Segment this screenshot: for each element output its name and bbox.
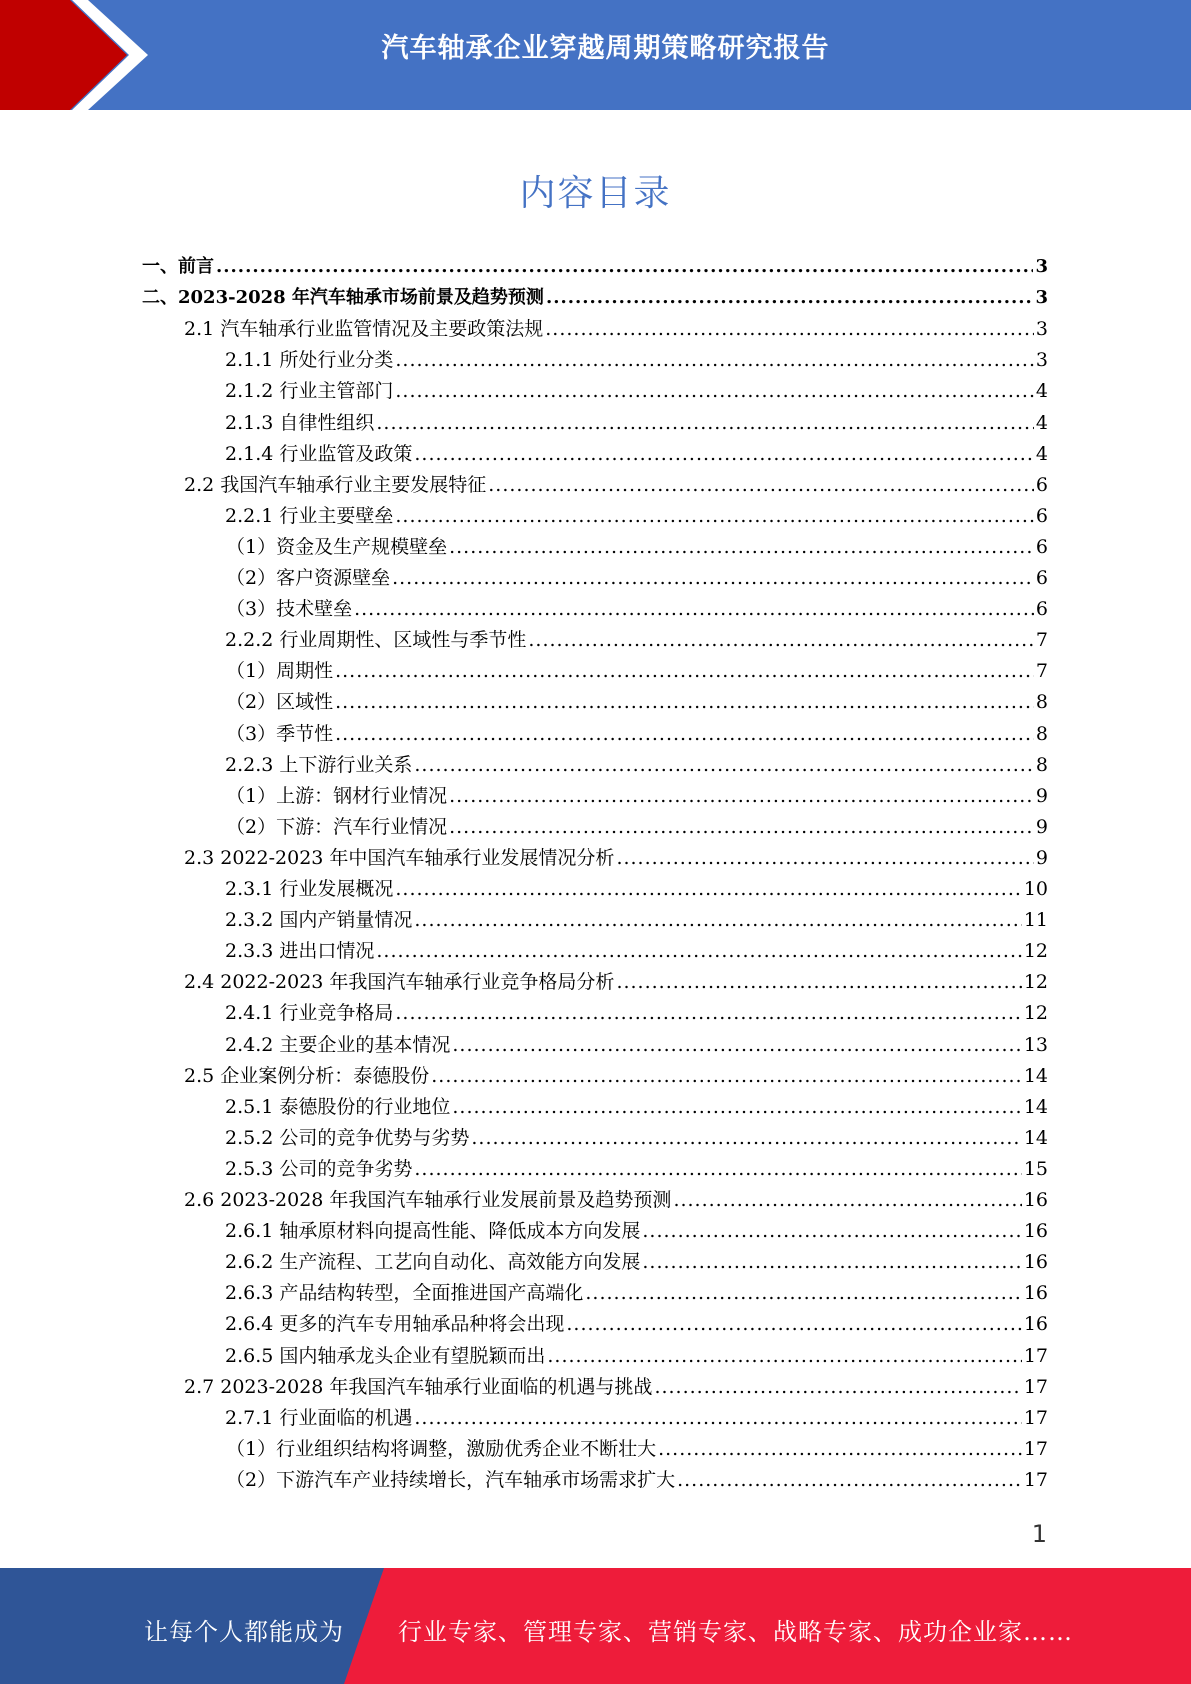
toc-entry-label: 2.3.3 进出口情况 (225, 940, 375, 963)
toc-entry-page: 3 (1035, 349, 1048, 372)
toc-entry[interactable] (226, 687, 1048, 718)
toc-entry[interactable] (225, 1403, 1048, 1434)
toc-dot-leader (471, 1127, 1021, 1149)
toc-entry-label: 2.6.4 更多的汽车专用轴承品种将会出现 (225, 1313, 565, 1336)
toc-entry-label: （2）下游汽车产业持续增长，汽车轴承市场需求扩大 (226, 1468, 676, 1491)
toc-entry-label: 2.5.1 泰德股份的行业地位 (225, 1095, 451, 1118)
toc-entry-label: （1）周期性 (226, 660, 334, 683)
toc-dot-leader (673, 1189, 1021, 1211)
toc-entry-page: 8 (1035, 753, 1048, 776)
toc-dot-leader (392, 567, 1034, 589)
toc-entry[interactable] (225, 998, 1048, 1029)
toc-entry-page: 3 (1035, 287, 1048, 309)
toc-entry[interactable] (225, 1216, 1048, 1247)
toc-entry-label: （1）资金及生产规模壁垒 (226, 535, 448, 558)
toc-dot-leader (376, 940, 1021, 962)
toc-entry-page: 16 (1023, 1282, 1048, 1305)
toc-dot-leader (414, 1407, 1021, 1429)
toc-dot-leader (335, 691, 1034, 713)
toc-entry-label: 2.1.1 所处行业分类 (225, 349, 394, 372)
toc-entry-page: 17 (1023, 1437, 1048, 1460)
toc-entry-label: （3）季节性 (226, 722, 334, 745)
toc-entry-page: 14 (1023, 1126, 1048, 1149)
toc-entry-page: 7 (1035, 629, 1048, 652)
toc-entry-page: 9 (1035, 784, 1048, 807)
toc-entry-label: （2）客户资源壁垒 (226, 567, 391, 589)
toc-entry-page: 6 (1035, 535, 1048, 558)
toc-entry[interactable] (225, 1341, 1048, 1372)
toc-entry[interactable] (225, 1030, 1048, 1061)
toc-entry-page: 12 (1023, 1002, 1048, 1025)
toc-dot-leader (449, 536, 1034, 558)
toc-entry-label: 2.2.1 行业主要壁垒 (225, 504, 394, 527)
toc-entry-label: 2.5 企业案例分析：泰德股份 (184, 1064, 430, 1087)
toc-entry[interactable] (225, 936, 1048, 967)
toc-entry-label: 2.6.5 国内轴承龙头企业有望脱颖而出 (225, 1344, 546, 1367)
toc-entry-label: 2.6.2 生产流程、工艺向自动化、高效能方向发展 (225, 1251, 641, 1274)
toc-entry-label: （2）下游：汽车行业情况 (226, 815, 448, 838)
toc-entry[interactable] (184, 470, 1048, 501)
toc-entry[interactable] (225, 1309, 1048, 1340)
toc-entry-label: （1）上游：钢材行业情况 (226, 784, 448, 807)
toc-dot-leader (449, 785, 1034, 807)
toc-entry[interactable] (225, 345, 1048, 376)
toc-entry-page: 13 (1023, 1033, 1048, 1056)
toc-entry-label: 2.1.2 行业主管部门 (225, 380, 394, 403)
toc-dot-leader (335, 723, 1034, 745)
toc-entry-page: 15 (1023, 1157, 1048, 1180)
toc-dot-leader (395, 505, 1034, 527)
toc-dot-leader (414, 443, 1034, 465)
toc-dot-leader (528, 629, 1034, 651)
toc-entry[interactable] (142, 283, 1048, 314)
toc-entry-page: 9 (1035, 846, 1048, 869)
toc-entry[interactable] (184, 1185, 1048, 1216)
toc-entry-label: 2.2.3 上下游行业关系 (225, 753, 413, 776)
toc-dot-leader (395, 349, 1034, 371)
toc-entry-label: 2.3 2022-2023 年中国汽车轴承行业发展情况分析 (184, 846, 615, 869)
toc-entry[interactable] (184, 314, 1048, 345)
footer-banner (0, 1568, 1191, 1684)
toc-entry-label: 2.5.3 公司的竞争劣势 (225, 1157, 413, 1180)
toc-entry[interactable] (184, 1061, 1048, 1092)
toc-dot-leader (654, 1376, 1021, 1398)
toc-dot-leader (414, 909, 1021, 931)
footer-slogan-left: 让每个人都能成为 (144, 1618, 344, 1646)
toc-entry[interactable] (225, 376, 1048, 407)
page-number: 1 (1031, 1520, 1047, 1548)
toc-entry[interactable] (226, 1434, 1048, 1465)
toc-entry[interactable] (184, 843, 1048, 874)
toc-entry-label: 2.2.2 行业周期性、区域性与季节性 (225, 629, 527, 652)
toc-dot-leader (449, 816, 1034, 838)
toc-entry-label: 2.7.1 行业面临的机遇 (225, 1406, 413, 1429)
toc-entry-label: 2.2 我国汽车轴承行业主要发展特征 (184, 473, 487, 496)
toc-entry-label: 2.1.4 行业监管及政策 (225, 442, 413, 465)
report-title: 汽车轴承企业穿越周期策略研究报告 (381, 33, 830, 64)
toc-dot-leader (545, 318, 1034, 340)
toc-entry-label: 2.6 2023-2028 年我国汽车轴承行业发展前景及趋势预测 (184, 1189, 672, 1211)
toc-entry-page: 9 (1035, 815, 1048, 838)
toc-dot-leader (431, 1065, 1022, 1087)
toc-entry-label: 2.4.1 行业竞争格局 (225, 1002, 394, 1025)
toc-dot-leader (616, 971, 1021, 993)
toc-entry[interactable] (142, 252, 1048, 283)
toc-entry-label: 二、2023-2028 年汽车轴承市场前景及趋势预测 (142, 287, 544, 309)
toc-dot-leader (414, 754, 1034, 776)
toc-entry-page: 14 (1023, 1095, 1048, 1118)
toc-entry-page: 12 (1023, 940, 1048, 963)
toc-entry-label: 2.3.2 国内产销量情况 (225, 909, 413, 932)
toc-entry[interactable] (184, 1372, 1048, 1403)
toc-dot-leader (546, 287, 1034, 308)
toc-entry-page: 16 (1023, 1313, 1048, 1336)
toc-entry-page: 10 (1023, 878, 1048, 900)
toc-dot-leader (452, 1034, 1021, 1056)
toc-entry-page: 12 (1023, 971, 1048, 994)
toc-entry[interactable] (226, 719, 1048, 750)
toc-entry-page: 6 (1035, 598, 1048, 621)
report-header (0, 0, 1191, 110)
toc-entry[interactable] (226, 781, 1048, 812)
toc-entry-page: 4 (1035, 411, 1048, 434)
toc-entry-page: 8 (1035, 691, 1048, 714)
toc-dot-leader (335, 660, 1034, 682)
toc-dot-leader (616, 847, 1033, 869)
toc-dot-leader (414, 1158, 1021, 1180)
toc-entry-page: 16 (1023, 1220, 1048, 1243)
toc-entry[interactable] (225, 501, 1048, 532)
toc-dot-leader (566, 1313, 1021, 1335)
toc-entry-page: 17 (1023, 1375, 1048, 1398)
toc-dot-leader (658, 1438, 1022, 1460)
toc-dot-leader (642, 1251, 1021, 1273)
toc-dot-leader (395, 1002, 1021, 1024)
toc-entry-label: 2.4 2022-2023 年我国汽车轴承行业竞争格局分析 (184, 971, 615, 994)
toc-entry[interactable] (226, 656, 1048, 687)
toc-entry[interactable] (225, 750, 1048, 781)
toc-entry-label: 2.5.2 公司的竞争优势与劣势 (225, 1126, 470, 1149)
toc-entry-page: 17 (1023, 1406, 1048, 1429)
toc-entry[interactable] (226, 1465, 1048, 1496)
toc-entry-page: 3 (1035, 318, 1048, 341)
toc-entry[interactable] (225, 905, 1048, 936)
toc-entry-label: （3）技术壁垒 (226, 598, 353, 621)
toc-entry-label: 2.6.1 轴承原材料向提高性能、降低成本方向发展 (225, 1220, 641, 1243)
toc-entry[interactable] (225, 1123, 1048, 1154)
toc-entry-label: 2.1 汽车轴承行业监管情况及主要政策法规 (184, 318, 544, 341)
toc-entry[interactable] (226, 563, 1048, 594)
toc-entry-label: 2.6.3 产品结构转型，全面推进国产高端化 (225, 1282, 584, 1305)
toc-dot-leader (547, 1345, 1021, 1367)
toc-entry[interactable] (225, 874, 1048, 905)
toc-entry-label: （2）区域性 (226, 691, 334, 714)
toc-entry[interactable] (225, 1278, 1048, 1309)
toc-entry-page: 6 (1035, 504, 1048, 527)
toc-entry[interactable] (225, 625, 1048, 656)
toc-title: 内容目录 (519, 173, 672, 214)
toc-entry[interactable] (226, 594, 1048, 625)
toc-entry-page: 17 (1023, 1468, 1048, 1491)
toc-dot-leader (642, 1220, 1021, 1242)
toc-entry-page: 4 (1035, 442, 1048, 465)
toc-dot-leader (395, 878, 1021, 900)
toc-entry-label: 一、前言 (142, 256, 214, 277)
toc-entry[interactable] (226, 532, 1048, 563)
toc-dot-leader (376, 412, 1034, 434)
toc-entry-page: 8 (1035, 722, 1048, 745)
toc-entry[interactable] (226, 812, 1048, 843)
toc-entry[interactable] (225, 408, 1048, 439)
toc-dot-leader (354, 598, 1034, 620)
toc-entry[interactable] (225, 1247, 1048, 1278)
toc-entry-page: 6 (1035, 473, 1048, 496)
toc-entry[interactable] (184, 967, 1048, 998)
toc-entry[interactable] (225, 1154, 1048, 1185)
toc-entry-page: 16 (1023, 1251, 1048, 1274)
toc-entry-label: （1）行业组织结构将调整，激励优秀企业不断壮大 (226, 1437, 657, 1460)
toc-dot-leader (585, 1282, 1021, 1304)
toc-dot-leader (677, 1469, 1022, 1491)
footer-slogan-right: 行业专家、管理专家、营销专家、战略专家、成功企业家…… (398, 1618, 1073, 1646)
toc-entry-label: 2.7 2023-2028 年我国汽车轴承行业面临的机遇与挑战 (184, 1375, 653, 1398)
toc-dot-leader (488, 474, 1034, 496)
toc-dot-leader (216, 256, 1033, 277)
toc-entry-label: 2.1.3 自律性组织 (225, 411, 375, 434)
toc-entry-page: 17 (1023, 1344, 1048, 1367)
toc-entry-page: 16 (1023, 1189, 1048, 1211)
toc-dot-leader (395, 380, 1034, 402)
toc-entry-page: 6 (1035, 567, 1048, 589)
toc-dot-leader (452, 1096, 1021, 1118)
toc-entry[interactable] (225, 439, 1048, 470)
toc-entry-page: 4 (1035, 380, 1048, 403)
toc-entry-page: 14 (1023, 1064, 1048, 1087)
toc-entry-page: 7 (1035, 660, 1048, 683)
toc-entry-label: 2.4.2 主要企业的基本情况 (225, 1033, 451, 1056)
toc-entry[interactable] (225, 1092, 1048, 1123)
toc-entry-page: 3 (1035, 256, 1048, 277)
toc-entry-label: 2.3.1 行业发展概况 (225, 878, 394, 900)
toc-entry-page: 11 (1023, 909, 1048, 932)
